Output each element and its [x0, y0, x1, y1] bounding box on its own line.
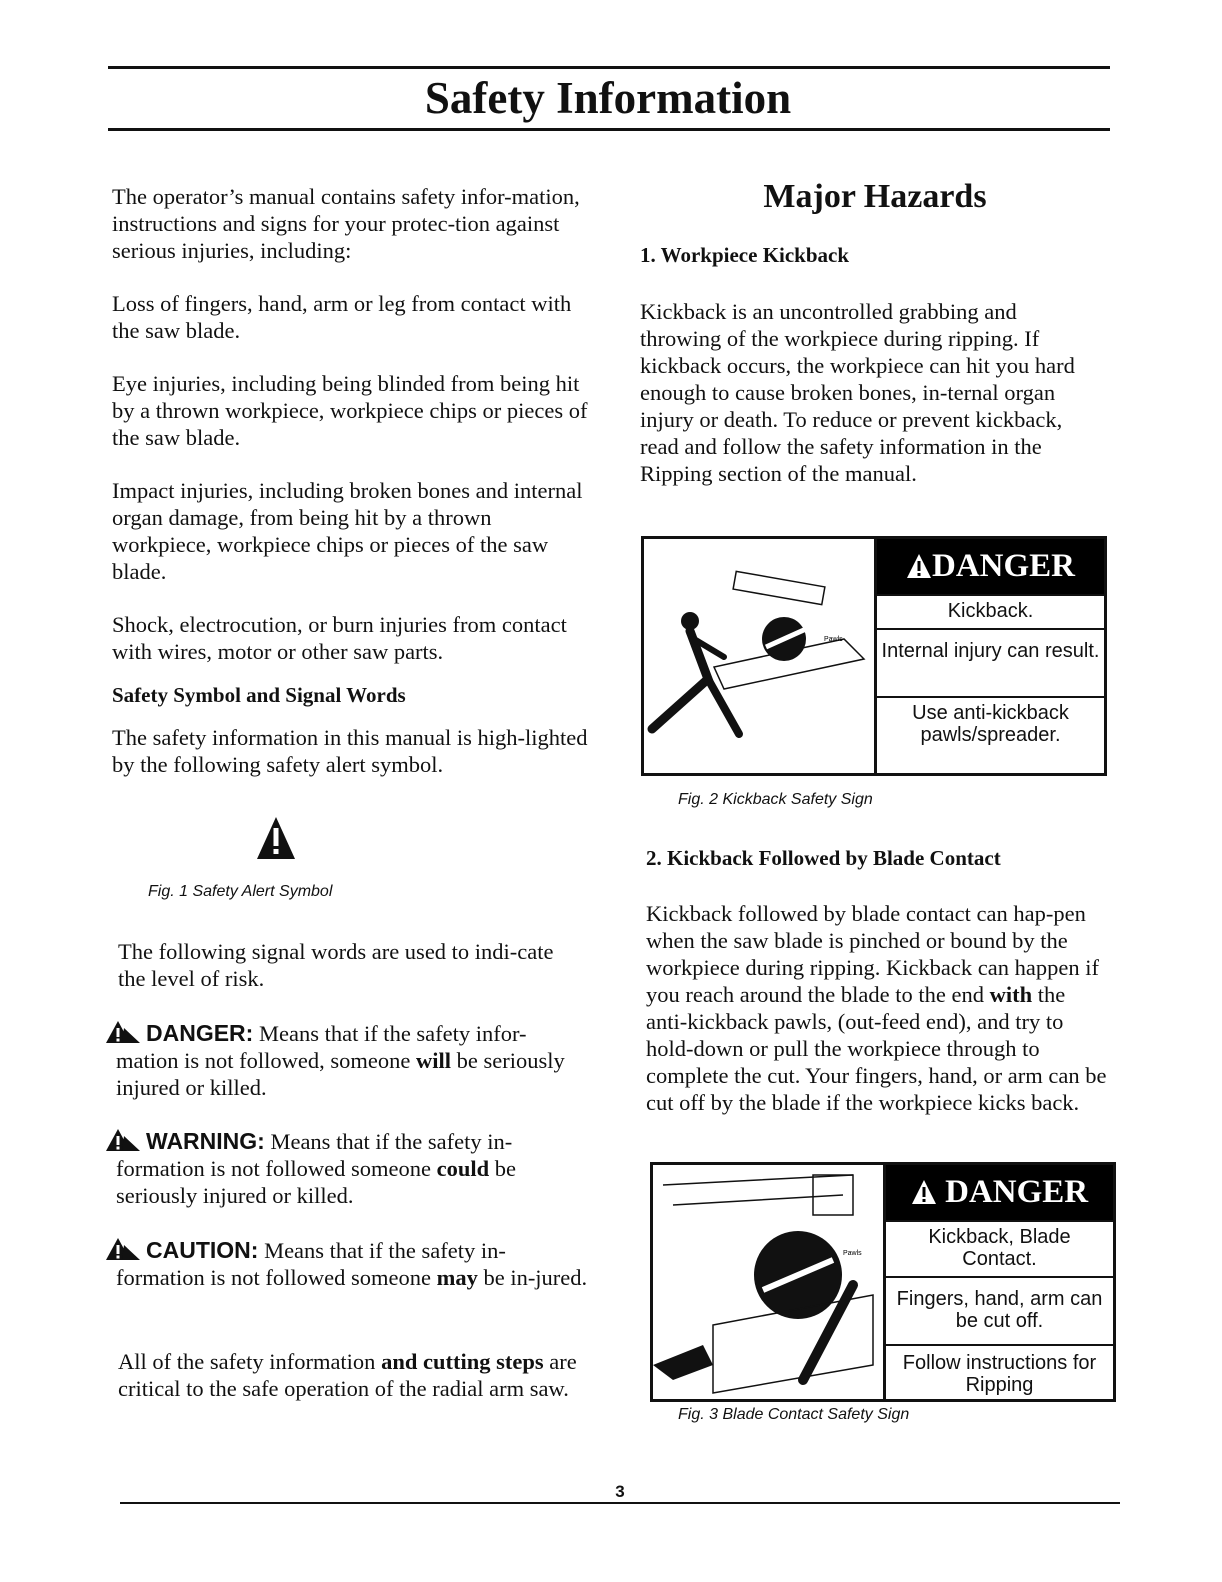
kickback-illustration — [644, 539, 872, 773]
kickback-danger-sign — [641, 536, 1107, 776]
warning-continuation — [104, 1155, 594, 1209]
sign2-line1: Kickback, Blade Contact. — [886, 1220, 1113, 1276]
warning-text-b: formation is not followed someone — [116, 1156, 431, 1181]
warning-text-c: be seriously injured or killed. — [116, 1156, 516, 1208]
closing-emphasis: and cutting steps — [381, 1349, 544, 1374]
closing-paragraph — [118, 1348, 588, 1402]
danger-word: DANGER: — [146, 1020, 254, 1046]
footer-rule — [120, 1502, 1120, 1504]
caution-alert-icon — [104, 1237, 142, 1261]
blade-contact-danger-sign — [650, 1162, 1116, 1402]
danger-text-c: be seriously injured or killed. — [116, 1048, 565, 1100]
top-rule — [108, 66, 1110, 69]
sign1-line3: Use anti-kickback pawls/spreader. — [877, 696, 1104, 754]
caution-text-a: Means that if the safety in- — [264, 1238, 506, 1263]
danger-alert-icon — [104, 1020, 142, 1044]
caution-definition — [104, 1237, 594, 1291]
danger-text-a: Means that if the safety infor- — [258, 1021, 527, 1046]
caution-text-b: formation is not followed someone — [116, 1265, 431, 1290]
sign1-alert-icon — [906, 553, 932, 579]
hazard2-text-a: Kickback followed by blade contact can hap-pen when the saw blade is pinched or bound by the workpiece during ripping. Kickback can happen if you reach around the blade to the end — [646, 901, 1099, 1007]
danger-text-b: mation is not followed, someone — [116, 1048, 411, 1073]
page-number: 3 — [615, 1482, 625, 1501]
fig1-caption: Fig. 1 Safety Alert Symbol — [148, 883, 333, 900]
sign2-line2: Fingers, hand, arm can be cut off. — [886, 1276, 1113, 1344]
hazard2-text-b: the anti-kickback pawls, (out-feed end), and try to hold-down or pull the workpiece through to complete the cut. Your fingers, hand, or arm can be cut off by the blade if the workpiece kicks back. — [646, 982, 1107, 1115]
injury-impact: Impact injuries, including broken bones and internal organ damage, from being hit by a thrown workpiece, workpiece chips or pieces of the saw blade. — [112, 478, 583, 584]
sign2-line3: Follow instructions for Ripping — [886, 1344, 1113, 1400]
injury-eye: Eye injuries, including being blinded from being hit by a thrown workpiece, workpiece chips or pieces of the saw blade. — [112, 371, 588, 450]
sign2-pawls-label: Pawls — [843, 1250, 862, 1257]
sign2-danger-word: DANGER — [945, 1174, 1089, 1210]
fig3-caption: Fig. 3 Blade Contact Safety Sign — [678, 1406, 910, 1423]
sign2-panel — [883, 1165, 1113, 1399]
hazard1-title: 1. Workpiece Kickback — [640, 243, 850, 267]
sign1-pawls-label: Pawls — [824, 636, 843, 643]
symbol-paragraph: The safety information in this manual is high-lighted by the following safety alert symbol. — [112, 725, 588, 777]
danger-definition — [104, 1020, 594, 1101]
warning-definition — [104, 1128, 594, 1209]
left-column — [112, 183, 590, 778]
injury-fingers: Loss of fingers, hand, arm or leg from contact with the saw blade. — [112, 291, 572, 343]
caution-continuation — [104, 1264, 594, 1291]
warning-alert-icon — [104, 1128, 142, 1152]
caution-emphasis: may — [436, 1265, 478, 1290]
hazard1-paragraph: Kickback is an uncontrolled grabbing and throwing of the workpiece during ripping. If kickback occurs, the workpiece can hit you hard enough to cause broken bones, in-ternal organ injury or death. To reduce or prevent kickback, read and follow the safety information in the Ripping section of the manual. — [640, 299, 1075, 486]
intro-paragraph: The operator’s manual contains safety infor-mation, instructions and signs for your protec-tion against serious injuries, including: — [112, 184, 580, 263]
warning-word: WARNING: — [146, 1128, 265, 1154]
fig2-caption: Fig. 2 Kickback Safety Sign — [678, 791, 873, 808]
warning-text-a: Means that if the safety in- — [270, 1129, 513, 1154]
safety-alert-icon — [256, 816, 296, 860]
danger-continuation — [104, 1047, 594, 1101]
major-hazards-heading: Major Hazards — [763, 178, 987, 215]
caution-text-c: be in-jured. — [483, 1265, 588, 1290]
sign2-banner — [886, 1165, 1113, 1220]
caution-word: CAUTION: — [146, 1237, 259, 1263]
hazard2-emphasis: with — [989, 982, 1033, 1007]
sign1-line2: Internal injury can result. — [877, 628, 1104, 696]
sign2-alert-icon — [911, 1179, 937, 1205]
closing-text-a: All of the safety information — [118, 1349, 376, 1374]
title-underline — [108, 128, 1110, 131]
warning-emphasis: could — [436, 1156, 490, 1181]
sign1-line1: Kickback. — [877, 594, 1104, 628]
sign1-danger-word: DANGER — [931, 548, 1075, 584]
blade-contact-illustration — [653, 1165, 881, 1399]
page-title: Safety Information — [424, 73, 792, 123]
injury-shock: Shock, electrocution, or burn injuries from contact with wires, motor or other saw parts. — [112, 612, 567, 664]
hazard2-paragraph — [646, 900, 1108, 1116]
signal-intro: The following signal words are used to indi-cate the level of risk. — [118, 939, 554, 991]
sign1-banner — [877, 539, 1104, 594]
danger-emphasis: will — [415, 1048, 451, 1073]
hazard2-title: 2. Kickback Followed by Blade Contact — [646, 846, 1001, 870]
symbol-heading: Safety Symbol and Signal Words — [112, 683, 406, 707]
sign1-panel — [874, 539, 1104, 773]
closing-text-b: are critical to the safe operation of the radial arm saw. — [118, 1349, 577, 1401]
